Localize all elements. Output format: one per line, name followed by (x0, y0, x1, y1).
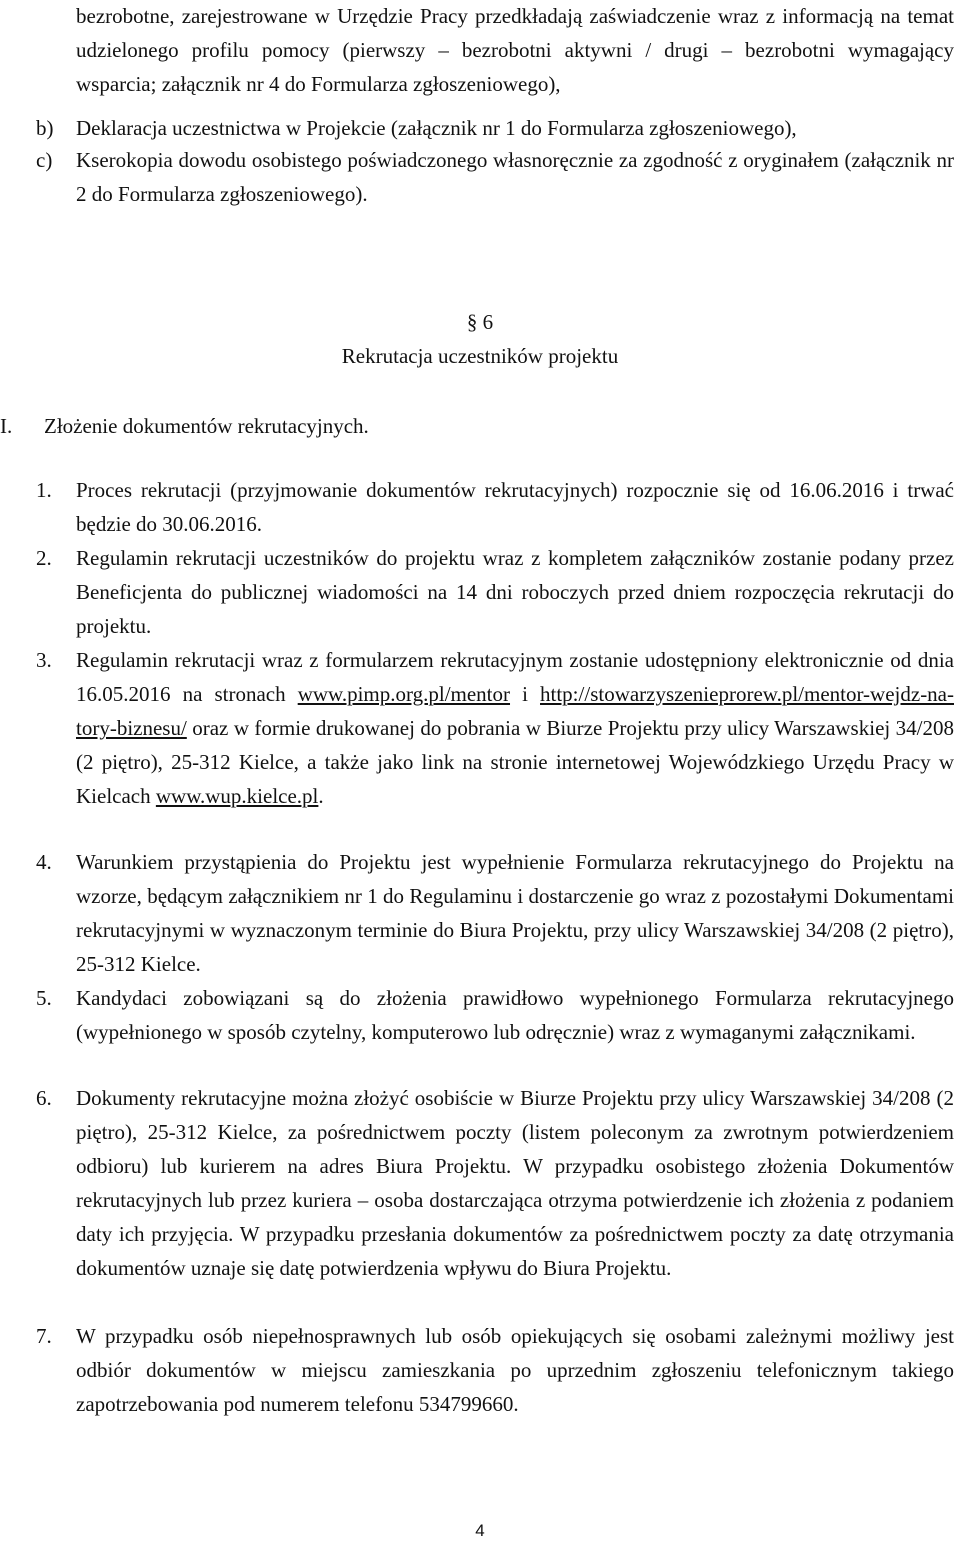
numbered-point-5 (0, 981, 954, 1049)
page-number: 4 (475, 1521, 485, 1540)
list-marker: c) (36, 148, 53, 172)
list-item-text: Deklaracja uczestnictwa w Projekcie (załącznik nr 1 do Formularza zgłoszeniowego), (76, 116, 797, 140)
point-number: 6. (36, 1086, 52, 1110)
subheading-marker: I. (0, 414, 13, 438)
list-marker: b) (36, 116, 54, 140)
numbered-point-1 (0, 473, 954, 541)
point-number: 4. (36, 850, 52, 874)
point-text: Regulamin rekrutacji uczestników do projektu wraz z kompletem załączników zostanie podany przez Beneficjenta do publicznej wiadomości na 14 dni roboczych przed dniem rozpoczęcia rekrutacji do projektu. (76, 546, 954, 638)
link-prorew[interactable]: http://stowarzyszenieprorew.pl/mentor-wejdz-na-tory-biznesu/ (76, 682, 954, 740)
numbered-point-7 (0, 1319, 954, 1421)
numbered-point-3 (0, 643, 954, 813)
point-text: Kandydaci zobowiązani są do złożenia prawidłowo wypełnionego Formularza rekrutacyjnego (wypełnionego w sposób czytelny, komputerowo lub odręcznie) wraz z wymaganymi załącznikami. (76, 986, 954, 1044)
point-text (76, 643, 954, 813)
point-number: 7. (36, 1324, 52, 1348)
section-title: Rekrutacja uczestników projektu (341, 344, 619, 368)
point-number: 3. (36, 648, 52, 672)
point-text: Dokumenty rekrutacyjne można złożyć osobiście w Biurze Projektu przy ulicy Warszawskiej 34/208 (2 piętro), 25-312 Kielce, za pośrednictwem poczty (listem poleconym za zwrotnym potwierdzeniem odbioru) lub kurierem na adres Biura Projektu. W przypadku osobistego złożenia Dokumentów rekrutacyjnych lub przez kuriera – osoba dostarczająca otrzyma potwierdzenie ich złożenia z podaniem daty ich przyjęcia. W przypadku przesłania dokumentów za pośrednictwem poczty za datę otrzymania dokumentów uznaje się datę potwierdzenia wpływu do Biura Projektu. (76, 1086, 954, 1280)
section-header (0, 305, 960, 373)
list-item-text: Kserokopia dowodu osobistego poświadczonego własnoręcznie za zgodność z oryginałem (załącznik nr 2 do Formularza zgłoszeniowego). (76, 148, 954, 206)
link-pimp[interactable]: www.pimp.org.pl/mentor (297, 682, 511, 706)
point-number: 5. (36, 986, 52, 1010)
numbered-point-4 (0, 845, 954, 981)
point-text: Warunkiem przystąpienia do Projektu jest wypełnienie Formularza rekrutacyjnego do Projektu na wzorze, będącym załącznikiem nr 1 do Regulaminu i dostarczenie go wraz z pozostałymi Dokumentami rekrutacyjnymi w wyznaczonym terminie do Biura Projektu, przy ulicy Warszawskiej 34/208 (2 piętro), 25-312 Kielce. (76, 850, 954, 976)
point-number: 1. (36, 478, 52, 502)
point-number: 2. (36, 546, 52, 570)
list-item-b (0, 111, 954, 145)
point-text: W przypadku osób niepełnosprawnych lub osób opiekujących się osobami zależnymi możliwy jest odbiór dokumentów w miejscu zamieszkania po uprzednim zgłoszeniu telefonicznym takiego zapotrzebowania pod numerem telefonu 534799660. (76, 1324, 954, 1416)
point-text-part: . (318, 784, 324, 808)
continued-paragraph: bezrobotne, zarejestrowane w Urzędzie Pracy przedkładają zaświadczenie wraz z informacją na temat udzielonego profilu pomocy (pierwszy – bezrobotni aktywni / drugi – bezrobotni wymagający wsparcia; załącznik nr 4 do Formularza zgłoszeniowego), (76, 4, 954, 96)
point-text: Proces rekrutacji (przyjmowanie dokumentów rekrutacyjnych) rozpocznie się od 16.06.2016 i trwać będzie do 30.06.2016. (76, 478, 954, 536)
numbered-point-6 (0, 1081, 954, 1285)
point-text-part: i (510, 682, 541, 706)
point-text-part: Regulamin rekrutacji wraz z formularzem rekrutacyjnym zostanie udostępniony elektronicznie od dnia 16.05.2016 na stronach (76, 648, 954, 706)
subheading-text: Złożenie dokumentów rekrutacyjnych. (44, 414, 369, 438)
link-wup[interactable]: www.wup.kielce.pl (155, 784, 319, 808)
point-text-part: oraz w formie drukowanej do pobrania w Biurze Projektu przy ulicy Warszawskiej 34/208 (2 piętro), 25-312 Kielce, a także jako link na stronie internetowej Wojewódzkiego Urzędu Pracy w Kielcach (76, 716, 954, 808)
numbered-point-2 (0, 541, 954, 643)
list-item-c (0, 143, 954, 211)
section-sign: § 6 (466, 310, 494, 334)
